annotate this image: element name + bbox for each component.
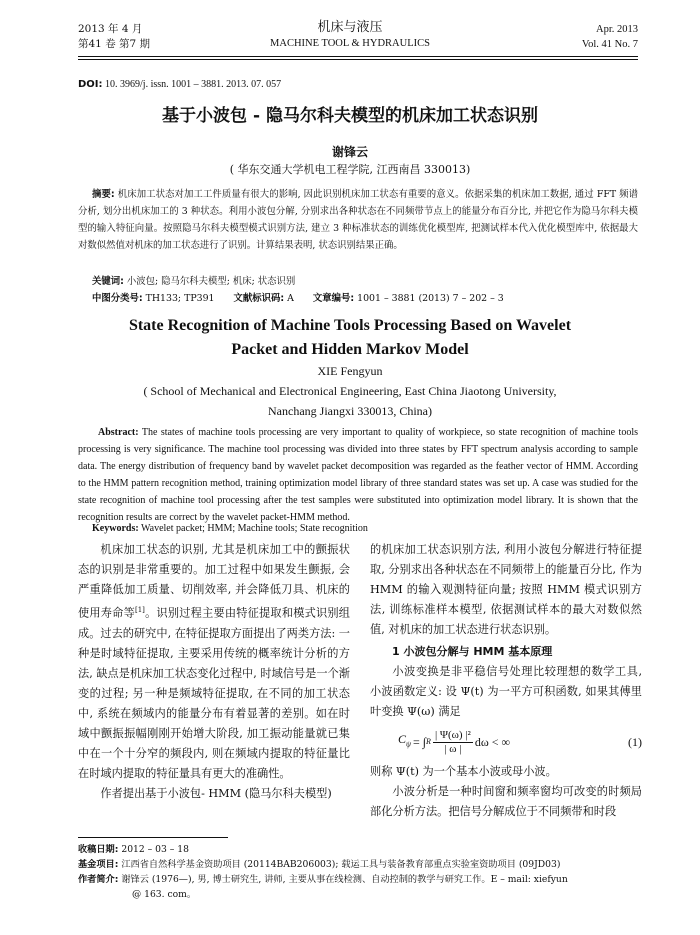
footnotes bbox=[78, 842, 638, 902]
footnote-received bbox=[78, 842, 638, 857]
header-rule-thin bbox=[78, 59, 638, 60]
body-paragraph: 小波分析是一种时间窗和频率窗均可改变的时频局部化分析方法。把信号分解成位于不同频带和时段 bbox=[370, 785, 642, 818]
article-number-label: 文章编号: bbox=[312, 293, 355, 304]
body-paragraph bbox=[78, 540, 350, 784]
body-paragraph: 小波变换是非平稳信号处理比较理想的数学工具, 小波函数定义: 设 Ψ(t) 为一平方可积函数, 如果其傅里叶变换 Ψ(ω) 满足 bbox=[370, 665, 642, 718]
received-date: 2012 – 03 – 18 bbox=[118, 844, 189, 855]
abstract-cn-text: 机床加工状态对加工工件质量有很大的影响, 因此识别机床加工状态有重要的意义。依据采集的机床加工数据, 通过 FFT 频谱分析, 划分出机床加工的 3 种状态。利用小波包分解, 分别求出各种状态在不同频带节点上的能量分布百分比, 并把它作为隐马尔科夫模型的输入特征向量。按照隐马尔科夫模型模式识别方法, 建立 3 种标准状态的训练优化模型库, 把测试样本代入优化模型库中, 依据最大对数似然值对机床的加工状态进行了识别。计算结果表明, 状态识别结果正确。 bbox=[78, 189, 638, 251]
abstract-en-label: Abstract: bbox=[98, 427, 139, 438]
author-en: XIE Fengyun bbox=[317, 364, 383, 378]
body-paragraph: 的机床加工状态识别方法, 利用小波包分解进行特征提取, 分别求出各种状态在不同频带上的能量百分比, 作为 HMM 的输入观测特征向量; 按照 HMM 模式识别方法, 训练标准样本模型, 依据测试样本的最大对数似然值, 对机床的加工状态进行状态识别。 bbox=[370, 543, 642, 636]
keywords-cn-text: 小波包; 隐马尔科夫模型; 机床; 状态识别 bbox=[123, 276, 296, 287]
title-cn: 基于小波包 - 隐马尔科夫模型的机床加工状态识别 bbox=[162, 106, 538, 126]
footnote-separator bbox=[78, 837, 228, 838]
doi-label: DOI: bbox=[78, 79, 103, 90]
footnote-bio bbox=[78, 872, 638, 887]
eq-integral-domain: R bbox=[426, 737, 431, 746]
bio-text: 谢锋云 (1976—), 男, 博士研究生, 讲师, 主要从事在线检测、自动控制的教学与研究工作。E – mail: xiefyun bbox=[118, 874, 568, 885]
issue-date-cn: 2013 年 4 月 bbox=[78, 23, 143, 35]
journal-name-en: MACHINE TOOL & HYDRAULICS bbox=[270, 38, 430, 49]
affiliation-en-line-1: ( School of Mechanical and Electronical Engineering, East China Jiaotong University, bbox=[143, 384, 557, 398]
doc-code-label: 文献标识码: bbox=[233, 293, 285, 304]
affiliation-cn: ( 华东交通大学机电工程学院, 江西南昌 330013) bbox=[229, 163, 471, 176]
equation-lhs bbox=[398, 729, 411, 754]
bio-label: 作者简介: bbox=[78, 874, 119, 885]
title-en bbox=[0, 314, 700, 362]
classification-cn bbox=[92, 290, 504, 304]
body-text: 。识别过程主要由特征提取和模式识别组成。过去的研究中, 在特征提取方面提出了两类方法: 一种是时域特征提取, 主要采用传统的概率统计分析的方法, 缺点是机床加工状态变化过程中, 时域信号是一个渐变的过程; 另一种是频域特征提取, 在不同的加工状态中, 系统在频域内的能量分布有着显著的差别。如在时域中颤振振幅刚刚开始增大阶段, 加工振动能量就已集中在一个十分窄的频段内, 则在频域内提取的特征量比在时域内提取的特征量具有更大的准确性。 bbox=[78, 606, 350, 780]
section-heading: 1 小波包分解与 HMM 基本原理 bbox=[392, 645, 553, 658]
header-right bbox=[582, 22, 638, 52]
clc-label: 中图分类号: bbox=[92, 293, 143, 304]
body-paragraph: 则称 Ψ(t) 为一个基本小波或母小波。 bbox=[370, 765, 557, 778]
clc-value: TH133; TP391 bbox=[142, 293, 215, 304]
doi-value: 10. 3969/j. issn. 1001 – 3881. 2013. 07. 057 bbox=[102, 79, 282, 90]
received-label: 收稿日期: bbox=[78, 844, 119, 855]
doc-code-value: A bbox=[284, 293, 294, 304]
eq-fraction bbox=[433, 729, 473, 756]
equation-1 bbox=[370, 722, 642, 762]
eq-denominator: | ω | bbox=[444, 742, 462, 755]
body-right-column bbox=[370, 540, 642, 822]
abstract-cn bbox=[78, 186, 638, 254]
body-left-column bbox=[78, 540, 350, 804]
keywords-en bbox=[92, 523, 368, 534]
keywords-cn-label: 关键词: bbox=[92, 276, 124, 287]
abstract-en bbox=[78, 424, 638, 526]
eq-rhs: dω < ∞ bbox=[474, 735, 511, 749]
footnote-bio-cont: @ 163. com。 bbox=[132, 889, 197, 900]
volume-en: Vol. 41 No. 7 bbox=[581, 39, 638, 50]
keywords-en-label: Keywords: bbox=[92, 523, 139, 534]
equation-number: (1) bbox=[628, 735, 642, 749]
citation-ref[interactable]: [1] bbox=[134, 606, 145, 614]
affiliation-en-line-2: Nanchang Jiangxi 330013, China) bbox=[268, 404, 432, 418]
fund-label: 基金项目: bbox=[78, 859, 119, 870]
title-en-line-1: State Recognition of Machine Tools Processing Based on Wavelet bbox=[128, 317, 572, 334]
affiliation-en bbox=[0, 381, 700, 421]
title-en-line-2: Packet and Hidden Markov Model bbox=[231, 341, 469, 358]
abstract-cn-label: 摘要: bbox=[92, 189, 115, 200]
author-cn: 谢锋云 bbox=[331, 145, 368, 159]
keywords-en-text: Wavelet packet; HMM; Machine tools; State recognition bbox=[138, 523, 368, 534]
keywords-cn bbox=[92, 273, 295, 287]
eq-integral: = ∫ bbox=[412, 735, 427, 749]
issue-date-en: Apr. 2013 bbox=[596, 24, 638, 35]
volume-cn: 第41 卷 第7 期 bbox=[78, 38, 151, 50]
abstract-en-text: The states of machine tools processing are very important to quality of workpiece, so state recognition of machine tools processing is very significance. The machine tool processing was divided into three states by FFT spectrum analysis according to sample data. The energy distribution of frequency band by wavelet packet decomposition was regarded as the feather vector of HMM. According to the HMM pattern recognition method, training optimization model library of three standard states was set up. A case was studied for the state recognition of machine tool processing after the test samples were substituted into optimization model library. It is shown that the recognition results are correct by the wavelet packet-HMM method. bbox=[78, 427, 638, 523]
body-text: 机床加工状态的识别, 尤其是机床加工中的颤振状态的识别是非常重要的。加工过程中如果发生颤振, 会严重降低加工质量、切削效率, 并会降低刀具、机床的使用寿命等 bbox=[78, 543, 350, 620]
eq-numerator: | Ψ(ω) |² bbox=[434, 728, 471, 741]
header-rule bbox=[78, 56, 638, 57]
fund-text: 江西省自然科学基金资助项目 (20114BAB206003); 载运工具与装备教育部重点实验室资助项目 (09JD03) bbox=[118, 859, 561, 870]
journal-name-cn: 机床与液压 bbox=[317, 20, 383, 35]
body-paragraph: 作者提出基于小波包- HMM (隐马尔科夫模型) bbox=[100, 786, 332, 800]
article-number-value: 1001 – 3881 (2013) 7 – 202 – 3 bbox=[354, 293, 504, 304]
eq-symbol: C bbox=[398, 732, 407, 747]
footnote-fund bbox=[78, 857, 638, 872]
doi-line bbox=[78, 79, 281, 90]
eq-subscript: ψ bbox=[406, 739, 411, 749]
